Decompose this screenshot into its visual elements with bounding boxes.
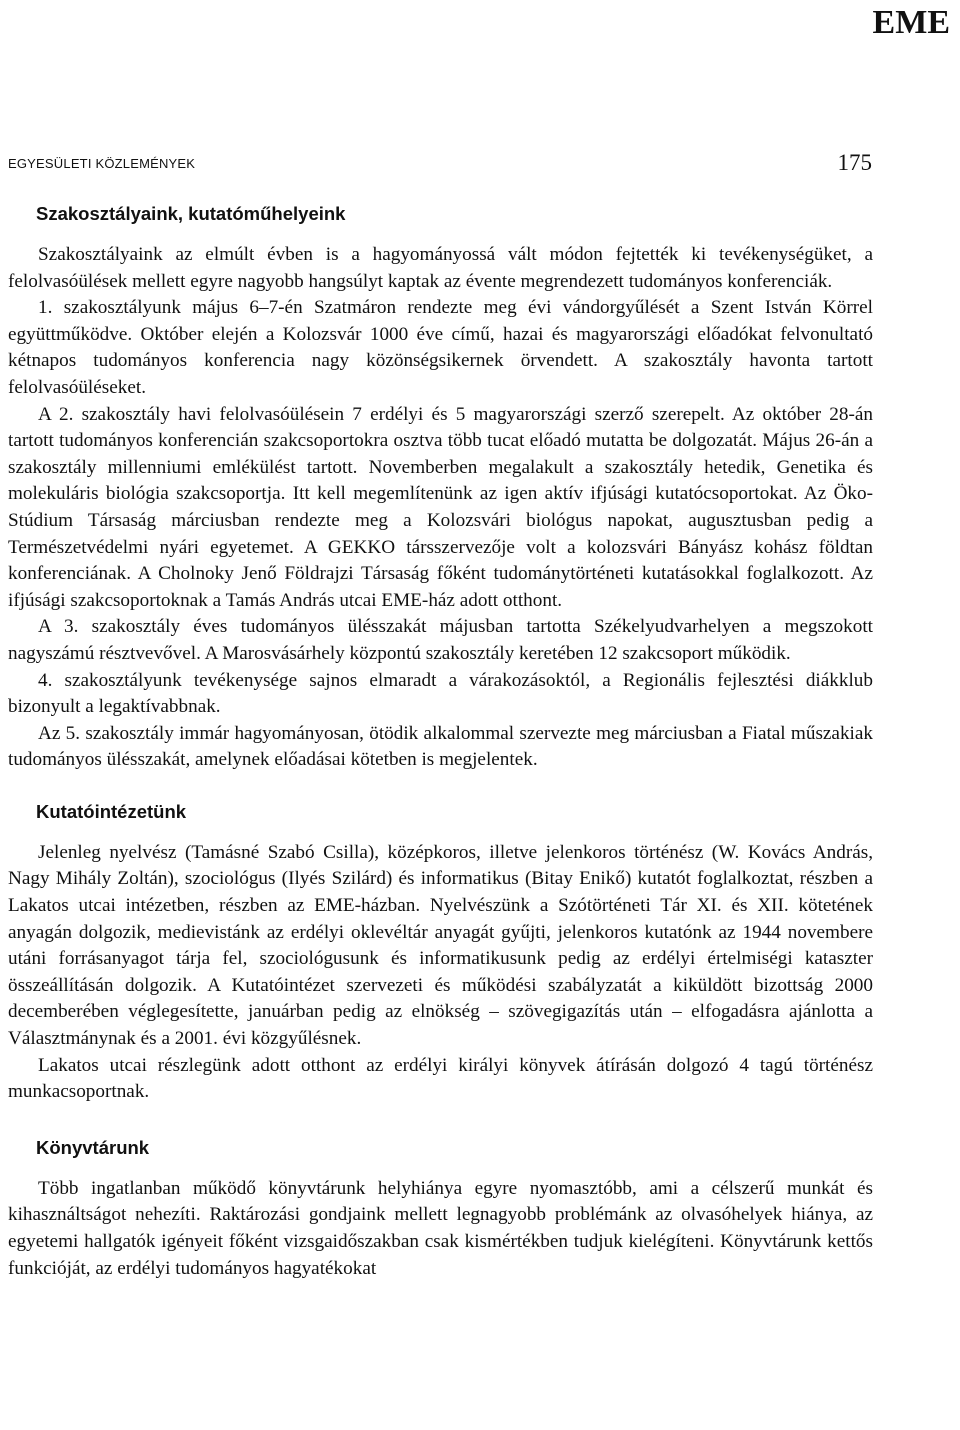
paragraph: Lakatos utcai részlegünk adott otthont az erdélyi királyi könyvek átírásán dolgozó 4 tagú történész munkacsoportnak. xyxy=(8,1054,873,1103)
paragraph: A 2. szakosztály havi felolvasóülésein 7 erdélyi és 5 magyarországi szerző szerepelt. Az október 28-án tartott tudományos konferencián szakcsoportokra osztva több tucat előadó mutatta be dolgozatát. Május 26-án a szakosztály millenniumi emlékülést tartott. Novemberben megalakult a szakosztály hetedik, Genetika és molekuláris biológia szakcsoportja. Itt kell megemlítenünk az igen aktív ifjúsági kutatócsoportokat. Az Öko-Stúdium Társaság márciusban rendezte meg a Kolozsvári biológus napokat, augusztusban pedig a Természetvédelmi nyári egyetemet. A GEKKO társszervezője volt a kolozsvári Bányász kohász földtan konferenciának. A Cholnoky Jenő Földrajzi Társaság főként tudománytörténeti kutatásokkal foglalkozott. Az ifjúsági szakcsoportoknak a Tamás András utcai EME-ház adott otthont. xyxy=(8,403,873,611)
paragraph: A 3. szakosztály éves tudományos ülésszakát májusban tartotta Székelyudvarhelyen a megszokott nagyszámú résztvevővel. A Marosvásárhely központú szakosztály keretében 12 szakcsoport működik. xyxy=(8,616,873,664)
page-content xyxy=(8,200,873,1282)
paragraph: 4. szakosztályunk tevékenysége sajnos elmaradt a várakozásoktól, a Regionális fejlesztési diákklub bizonyult a legaktívabbnak. xyxy=(8,669,873,718)
paragraph: Jelenleg nyelvész (Tamásné Szabó Csilla), középkoros, illetve jelenkoros történész (W. Kovács András, Nagy Mihály Zoltán), szociológus (Ilyés Szilárd) és informatikus (Bitay Enikő) kutatót foglalkoztat, részben a Lakatos utcai intézetben, részben az EME-házban. Nyelvészünk a Szótörténeti Tár XI. és XII. kötetének anyagán dolgozik, medievistánk az erdélyi oklevéltár anyagát gyűjti, jelenkoros kutatónk az 1944 novembere utáni forrásanyagot tárja fel, szociológusunk és informatikusunk pedig az erdélyi értelmiségi kataszter összeállításán dolgozik. A Kutatóintézet szervezeti és működési szabályzatát a kiküldött bizottság 2000 decemberében véglegesítette, januárban pedig az elnökség – szövegigazítás után – elfogadásra ajánlotta a Választmánynak és a 2001. évi közgyűlésnek. xyxy=(8,841,873,1050)
section-heading-konyvtarunk: Könyvtárunk xyxy=(36,1136,150,1158)
paragraph: Több ingatlanban működő könyvtárunk helyhiánya egyre nyomasztóbb, ami a célszerű munkát és kihasználtságot nehezíti. Raktározási gondjaink mellett legnagyobb problémánk az olvasóhelyek hiánya, az egyetemi hallgatók igényeit főként vizsgaidőszakban csak kismértékben tudjuk kielégíteni. Könyvtárunk kettős funkcióját, az erdélyi tudományos hagyatékokat xyxy=(8,1177,873,1279)
section-heading-kutatointezetunk: Kutatóintézetünk xyxy=(36,800,187,822)
paragraph: Az 5. szakosztály immár hagyományosan, ötödik alkalommal szervezte meg márciusban a Fiatal műszakiak tudományos ülésszakát, amelynek előadásai kötetben is megjelentek. xyxy=(8,722,873,771)
eme-logo: EME xyxy=(872,4,950,41)
paragraph: 1. szakosztályunk május 6–7-én Szatmáron rendezte meg évi vándorgyűlését a Szent István Körrel együttműködve. Október elején a Kolozsvár 1000 éve című, hazai és magyarországi előadókat felvonultató kétnapos tudományos konferencia nagy közönségsikernek örvendett. A szakosztály havonta tartott felolvasóüléseket. xyxy=(8,297,873,398)
running-head: EGYESÜLETI KÖZLEMÉNYEK xyxy=(8,156,196,171)
paragraph: Szakosztályaink az elmúlt évben is a hagyományossá vált módon fejtették ki tevékenységüket, a felolvasóülések mellett egyre nagyobb hangsúlyt kaptak az évente megrendezett tudományos konferenciák. xyxy=(8,244,873,292)
page-number: 175 xyxy=(837,150,872,175)
section-heading-szakosztalyaink: Szakosztályaink, kutatóműhelyeink xyxy=(36,203,346,224)
